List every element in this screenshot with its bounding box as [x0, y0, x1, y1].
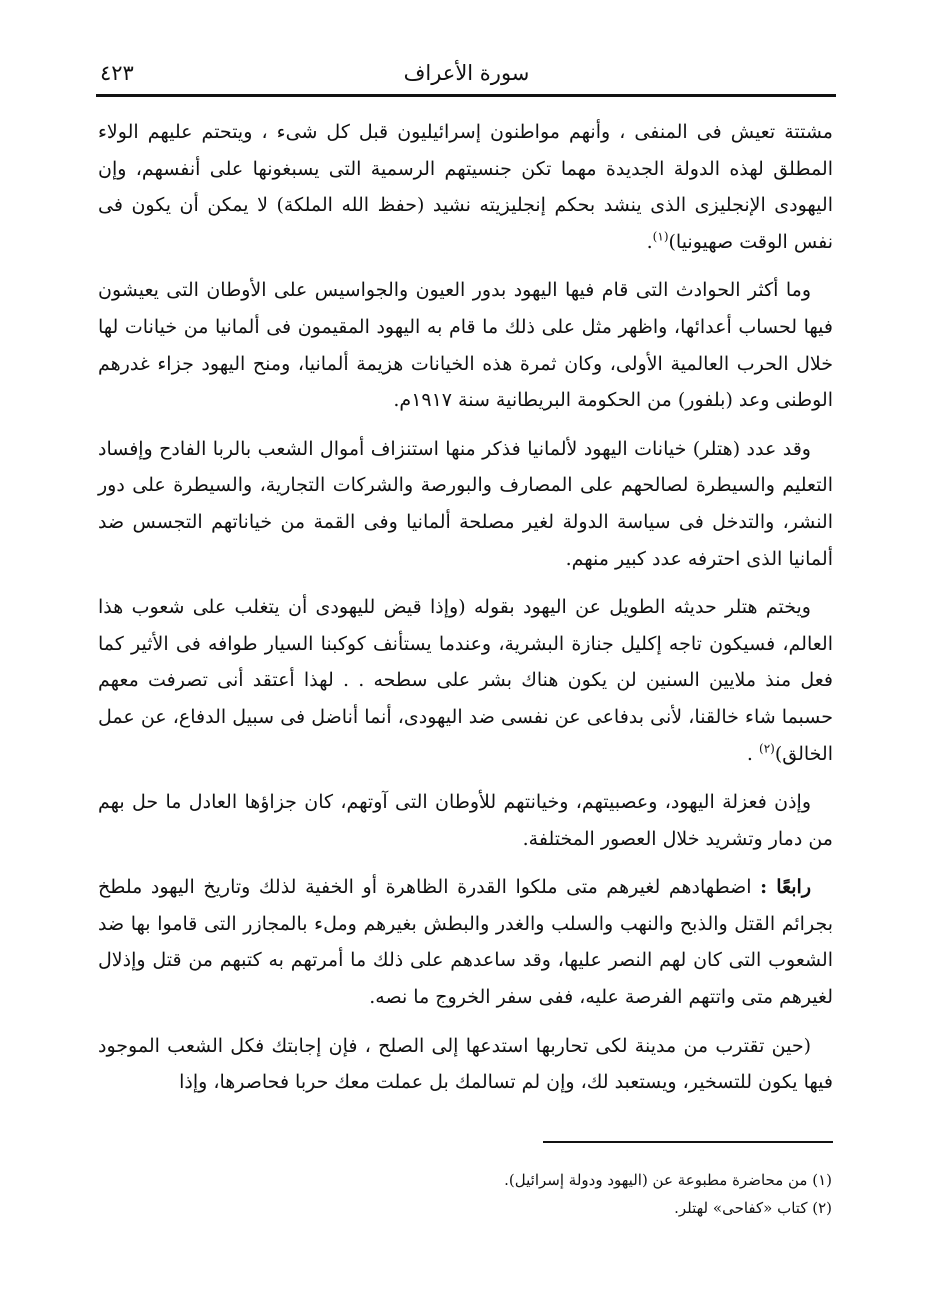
page-number: ٤٢٣ [100, 61, 134, 85]
paragraph-1: مشتتة تعيش فى المنفى ، وأنهم مواطنون إسرائيليون قبل كل شىء ، ويتحتم عليهم الولاء المطلق لهذه الدولة الجديدة مهما تكن جنسيتهم الرسمية التى يسبغونها على أنفسهم، وإن اليهودى الإنجليزى الذى ينشد بحكم إنجليزيته نشيد (حفظ الله الملكة) لا يمكن أن يكون فى نفس الوقت صهيونيا)$^{(١)}$. [98, 121, 833, 253]
page-header [100, 58, 833, 94]
footnote-rule [543, 1141, 833, 1143]
paragraph-4: ويختم هتلر حديثه الطويل عن اليهود بقوله (وإذا قيض لليهودى أن يتغلب على شعوب هذا العالم، فسيكون تاجه إكليل جنازة البشرية، وعندما يستأنف كوكبنا السيار طوافه فى الأثير كما فعل منذ ملايين السنين لن يكون هناك بشر على سطحه . . لهذا أعتقد أنى تصرفت معهم حسبما شاء خالقنا، لأنى بدفاعى عن نفسى ضد اليهودى، أنما أناضل فى سبيل الدفاع، عن عمل الخالق)$^{(٢)}$ . [98, 596, 833, 765]
paragraph-5: وإذن فعزلة اليهود، وعصبيتهم، وخيانتهم للأوطان التى آوتهم، كان جزاؤها العادل ما حل بهم من دمار وتشريد خلال العصور المختلفة. [98, 791, 833, 850]
footnote-1: (١) من محاضرة مطبوعة عن (اليهود ودولة إسرائيل). [504, 1171, 832, 1189]
footnote-ref-2: (٢) [759, 741, 775, 756]
paragraph-lead: رابعًا : [760, 876, 812, 899]
footnotes [300, 1166, 832, 1222]
paragraph-6: رابعًا : اضطهادهم لغيرهم متى ملكوا القدرة الظاهرة أو الخفية لذلك وتاريخ اليهود ملطخ بجرائم القتل والذبح والنهب والسلب والغدر والبطش بغيرهم وملء بالمجازر التى قاموا بها ضد الشعوب التى كان لهم النصر عليها، وقد ساعدهم على ذلك ما أمرتهم به كتبهم من قتل وإذلال لغيرهم متى واتتهم الفرصة عليه، ففى سفر الخروج ما نصه. [98, 876, 833, 1009]
paragraph-3: وقد عدد (هتلر) خيانات اليهود لألمانيا فذكر منها استنزاف أموال الشعب بالربا الفادح وإفساد التعليم والسيطرة لصالحهم على المصارف والبورصة والشركات التجارية، والسيطرة على دور النشر، والتدخل فى سياسة الدولة لغير مصلحة ألمانيا وفى القمة من خياناتهم التجسس ضد ألمانيا الذى احترفه عدد كبير منهم. [98, 437, 833, 570]
footnote-2: (٢) كتاب «كفاحى» لهتلر. [674, 1199, 832, 1217]
footnote-ref-1: (١) [652, 229, 669, 244]
paragraph-2: وما أكثر الحوادث التى قام فيها اليهود بدور العيون والجواسيس على الأوطان التى يعيشون فيها لحساب أعدائها، واظهر مثل على ذلك ما قام به اليهود المقيمون فى ألمانيا من خيانات لها خلال الحرب العالمية الأولى، وكان ثمرة هذه الخيانات هزيمة ألمانيا، ومنح اليهود جزاء غدرهم الوطنى وعد (بلفور) من الحكومة البريطانية سنة ١٩١٧م. [98, 279, 833, 412]
body-text [98, 114, 833, 1113]
header-rule [96, 94, 836, 97]
paragraph-7: (حين تقترب من مدينة لكى تحاربها استدعها إلى الصلح ، فإن إجابتك فكل الشعب الموجود فيها يكون للتسخير، ويستعبد لك، وإن لم تسالمك بل عملت معك حربا فحاصرها، وإذا [98, 1034, 833, 1094]
surah-title: سورة الأعراف [403, 61, 530, 85]
